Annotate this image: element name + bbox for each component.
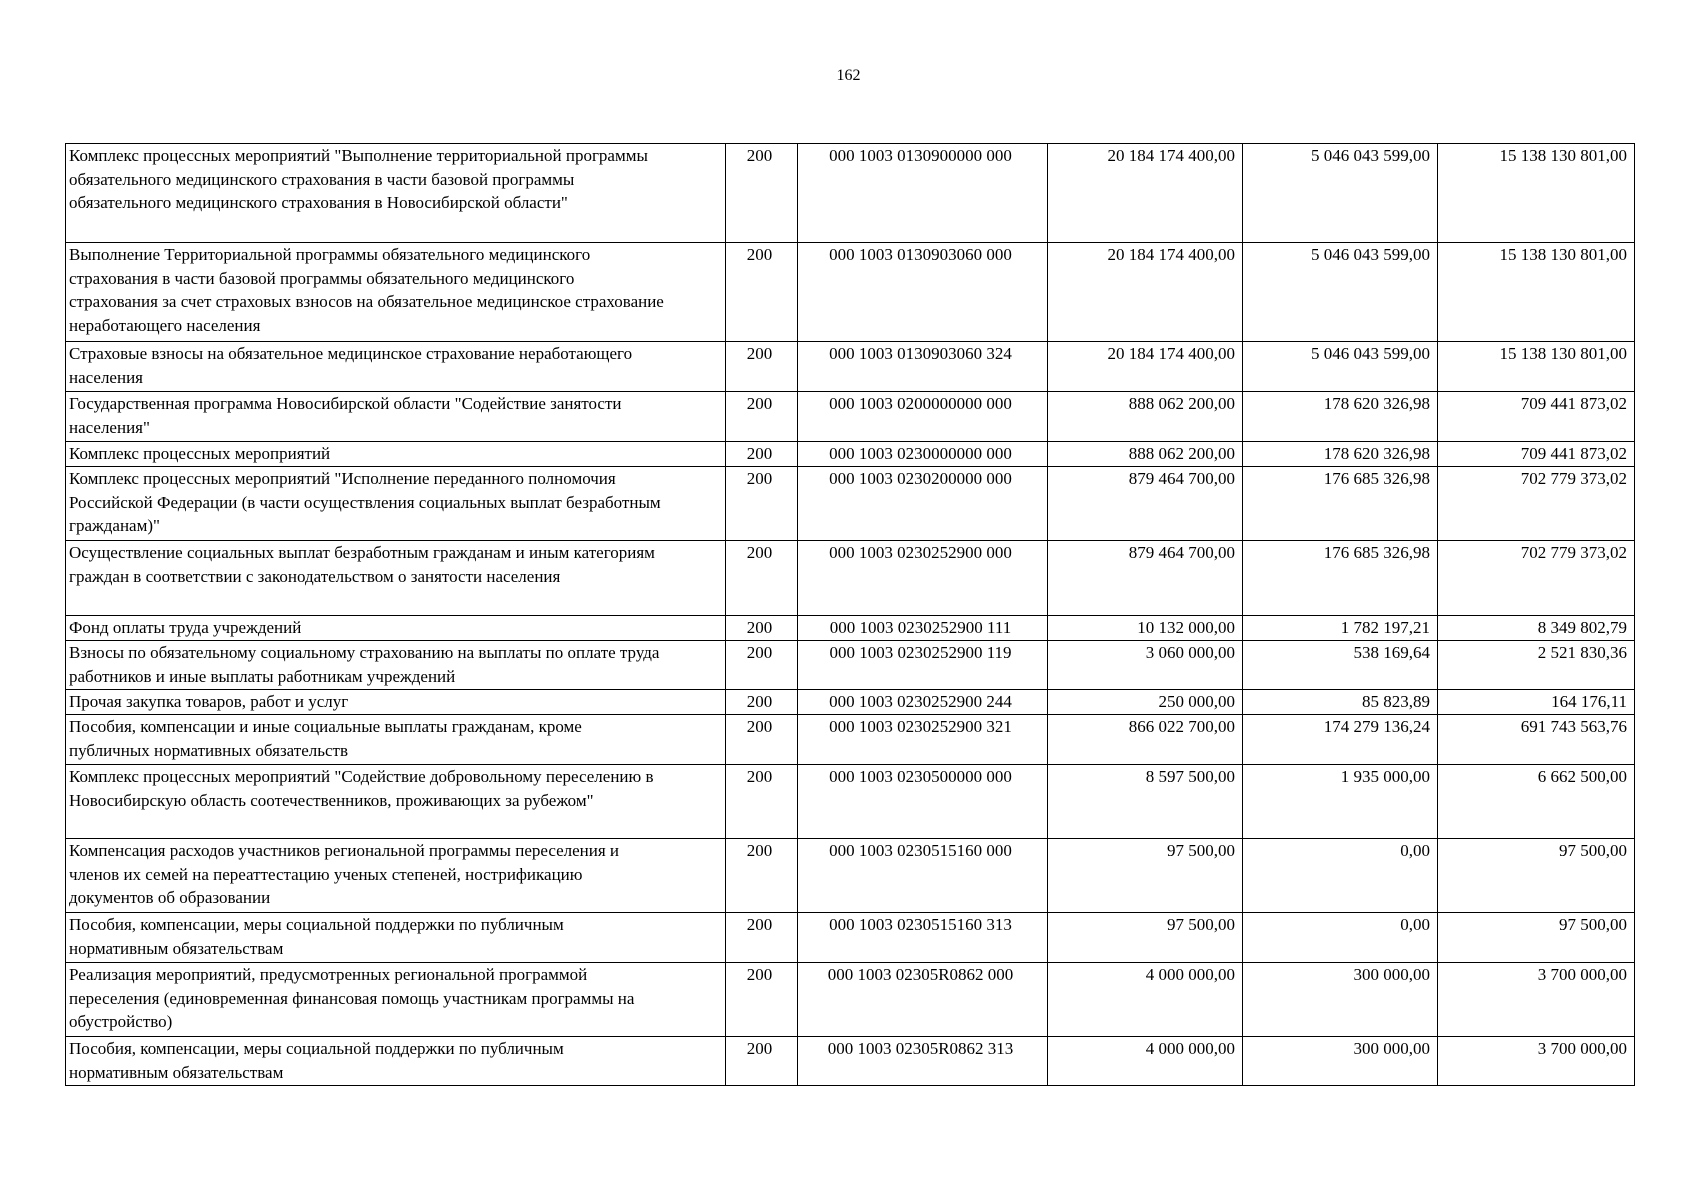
row-remaining-amount: 97 500,00: [1438, 839, 1635, 913]
row-remaining-amount: 164 176,11: [1438, 690, 1635, 715]
row-classification-code: 000 1003 02305R0862 000: [798, 963, 1048, 1037]
row-remaining-amount: 15 138 130 801,00: [1438, 243, 1635, 342]
row-executed-amount: 300 000,00: [1243, 963, 1438, 1037]
table-row: [66, 392, 1635, 442]
row-name: Пособия, компенсации и иные социальные выплаты гражданам, кроме публичных нормативных обязательств: [66, 715, 726, 765]
row-classification-code: 000 1003 0230252900 321: [798, 715, 1048, 765]
row-planned-amount: 879 464 700,00: [1048, 467, 1243, 541]
table-row: [66, 342, 1635, 392]
row-remaining-amount: 6 662 500,00: [1438, 765, 1635, 839]
row-remaining-amount: 709 441 873,02: [1438, 392, 1635, 442]
row-planned-amount: 20 184 174 400,00: [1048, 243, 1243, 342]
row-admin-code: 200: [726, 839, 798, 913]
row-name: Комплекс процессных мероприятий "Содействие добровольному переселению в Новосибирскую область соотечественников, проживающих за рубежом": [66, 765, 726, 839]
table-row: [66, 541, 1635, 616]
row-admin-code: 200: [726, 616, 798, 641]
page-number: 162: [836, 67, 861, 84]
row-remaining-amount: 691 743 563,76: [1438, 715, 1635, 765]
table-row: [66, 243, 1635, 342]
row-planned-amount: 4 000 000,00: [1048, 1037, 1243, 1086]
row-remaining-amount: 15 138 130 801,00: [1438, 144, 1635, 243]
row-classification-code: 000 1003 0230000000 000: [798, 442, 1048, 467]
row-executed-amount: 0,00: [1243, 839, 1438, 913]
row-name: Пособия, компенсации, меры социальной поддержки по публичным нормативным обязательствам: [66, 1037, 726, 1086]
row-executed-amount: 176 685 326,98: [1243, 541, 1438, 616]
row-classification-code: 000 1003 0200000000 000: [798, 392, 1048, 442]
row-planned-amount: 20 184 174 400,00: [1048, 342, 1243, 392]
table-row: [66, 715, 1635, 765]
row-remaining-amount: 8 349 802,79: [1438, 616, 1635, 641]
row-classification-code: 000 1003 0130903060 324: [798, 342, 1048, 392]
row-planned-amount: 8 597 500,00: [1048, 765, 1243, 839]
row-executed-amount: 300 000,00: [1243, 1037, 1438, 1086]
row-executed-amount: 5 046 043 599,00: [1243, 342, 1438, 392]
row-name: Фонд оплаты труда учреждений: [66, 616, 726, 641]
row-executed-amount: 85 823,89: [1243, 690, 1438, 715]
row-remaining-amount: 97 500,00: [1438, 913, 1635, 963]
row-remaining-amount: 702 779 373,02: [1438, 541, 1635, 616]
row-remaining-amount: 15 138 130 801,00: [1438, 342, 1635, 392]
row-classification-code: 000 1003 0230252900 111: [798, 616, 1048, 641]
row-name: Осуществление социальных выплат безработным гражданам и иным категориям граждан в соответствии с законодательством о занятости населения: [66, 541, 726, 616]
row-admin-code: 200: [726, 641, 798, 690]
row-admin-code: 200: [726, 467, 798, 541]
table-row: [66, 913, 1635, 963]
table-row: [66, 641, 1635, 690]
row-executed-amount: 0,00: [1243, 913, 1438, 963]
row-remaining-amount: 702 779 373,02: [1438, 467, 1635, 541]
row-name: Прочая закупка товаров, работ и услуг: [66, 690, 726, 715]
row-planned-amount: 250 000,00: [1048, 690, 1243, 715]
row-classification-code: 000 1003 0230252900 000: [798, 541, 1048, 616]
row-classification-code: 000 1003 0130903060 000: [798, 243, 1048, 342]
row-executed-amount: 5 046 043 599,00: [1243, 144, 1438, 243]
row-admin-code: 200: [726, 913, 798, 963]
row-classification-code: 000 1003 0130900000 000: [798, 144, 1048, 243]
row-admin-code: 200: [726, 765, 798, 839]
table-row: [66, 616, 1635, 641]
row-planned-amount: 97 500,00: [1048, 839, 1243, 913]
row-admin-code: 200: [726, 541, 798, 616]
row-classification-code: 000 1003 0230252900 244: [798, 690, 1048, 715]
row-planned-amount: 10 132 000,00: [1048, 616, 1243, 641]
row-executed-amount: 176 685 326,98: [1243, 467, 1438, 541]
budget-execution-table: [65, 143, 1635, 1086]
row-executed-amount: 5 046 043 599,00: [1243, 243, 1438, 342]
row-name: Взносы по обязательному социальному страхованию на выплаты по оплате труда работников и иные выплаты работникам учреждений: [66, 641, 726, 690]
row-admin-code: 200: [726, 715, 798, 765]
row-name: Выполнение Территориальной программы обязательного медицинского страхования в части базовой программы обязательного медицинского страхования за счет страховых взносов на обязательное медицинское страхование неработающего населения: [66, 243, 726, 342]
row-name: Комплекс процессных мероприятий "Выполнение территориальной программы обязательного медицинского страхования в части базовой программы обязательного медицинского страхования в Новосибирской области": [66, 144, 726, 243]
row-classification-code: 000 1003 0230252900 119: [798, 641, 1048, 690]
table-row: [66, 442, 1635, 467]
row-executed-amount: 174 279 136,24: [1243, 715, 1438, 765]
row-planned-amount: 97 500,00: [1048, 913, 1243, 963]
row-remaining-amount: 709 441 873,02: [1438, 442, 1635, 467]
row-name: Государственная программа Новосибирской области "Содействие занятости населения": [66, 392, 726, 442]
row-admin-code: 200: [726, 963, 798, 1037]
row-remaining-amount: 3 700 000,00: [1438, 1037, 1635, 1086]
row-executed-amount: 1 782 197,21: [1243, 616, 1438, 641]
row-classification-code: 000 1003 0230500000 000: [798, 765, 1048, 839]
row-name: Реализация мероприятий, предусмотренных региональной программой переселения (единовременная финансовая помощь участникам программы на обустройство): [66, 963, 726, 1037]
row-executed-amount: 178 620 326,98: [1243, 392, 1438, 442]
table-row: [66, 839, 1635, 913]
row-planned-amount: 888 062 200,00: [1048, 442, 1243, 467]
table-row: [66, 765, 1635, 839]
row-name: Комплекс процессных мероприятий: [66, 442, 726, 467]
table-row: [66, 963, 1635, 1037]
table-row: [66, 467, 1635, 541]
row-name: Страховые взносы на обязательное медицинское страхование неработающего населения: [66, 342, 726, 392]
table-row: [66, 1037, 1635, 1086]
row-executed-amount: 1 935 000,00: [1243, 765, 1438, 839]
row-classification-code: 000 1003 02305R0862 313: [798, 1037, 1048, 1086]
row-planned-amount: 879 464 700,00: [1048, 541, 1243, 616]
row-admin-code: 200: [726, 342, 798, 392]
row-admin-code: 200: [726, 392, 798, 442]
row-planned-amount: 3 060 000,00: [1048, 641, 1243, 690]
row-planned-amount: 866 022 700,00: [1048, 715, 1243, 765]
table-row: [66, 144, 1635, 243]
row-remaining-amount: 3 700 000,00: [1438, 963, 1635, 1037]
row-admin-code: 200: [726, 144, 798, 243]
row-name: Комплекс процессных мероприятий "Исполнение переданного полномочия Российской Федерации (в части осуществления социальных выплат безработным гражданам)": [66, 467, 726, 541]
row-remaining-amount: 2 521 830,36: [1438, 641, 1635, 690]
row-planned-amount: 20 184 174 400,00: [1048, 144, 1243, 243]
row-executed-amount: 178 620 326,98: [1243, 442, 1438, 467]
row-classification-code: 000 1003 0230515160 000: [798, 839, 1048, 913]
row-classification-code: 000 1003 0230515160 313: [798, 913, 1048, 963]
row-name: Пособия, компенсации, меры социальной поддержки по публичным нормативным обязательствам: [66, 913, 726, 963]
row-admin-code: 200: [726, 442, 798, 467]
row-planned-amount: 888 062 200,00: [1048, 392, 1243, 442]
row-classification-code: 000 1003 0230200000 000: [798, 467, 1048, 541]
table-row: [66, 690, 1635, 715]
row-admin-code: 200: [726, 1037, 798, 1086]
row-planned-amount: 4 000 000,00: [1048, 963, 1243, 1037]
row-name: Компенсация расходов участников региональной программы переселения и членов их семей на переаттестацию ученых степеней, нострификацию документов об образовании: [66, 839, 726, 913]
row-executed-amount: 538 169,64: [1243, 641, 1438, 690]
row-admin-code: 200: [726, 243, 798, 342]
row-admin-code: 200: [726, 690, 798, 715]
